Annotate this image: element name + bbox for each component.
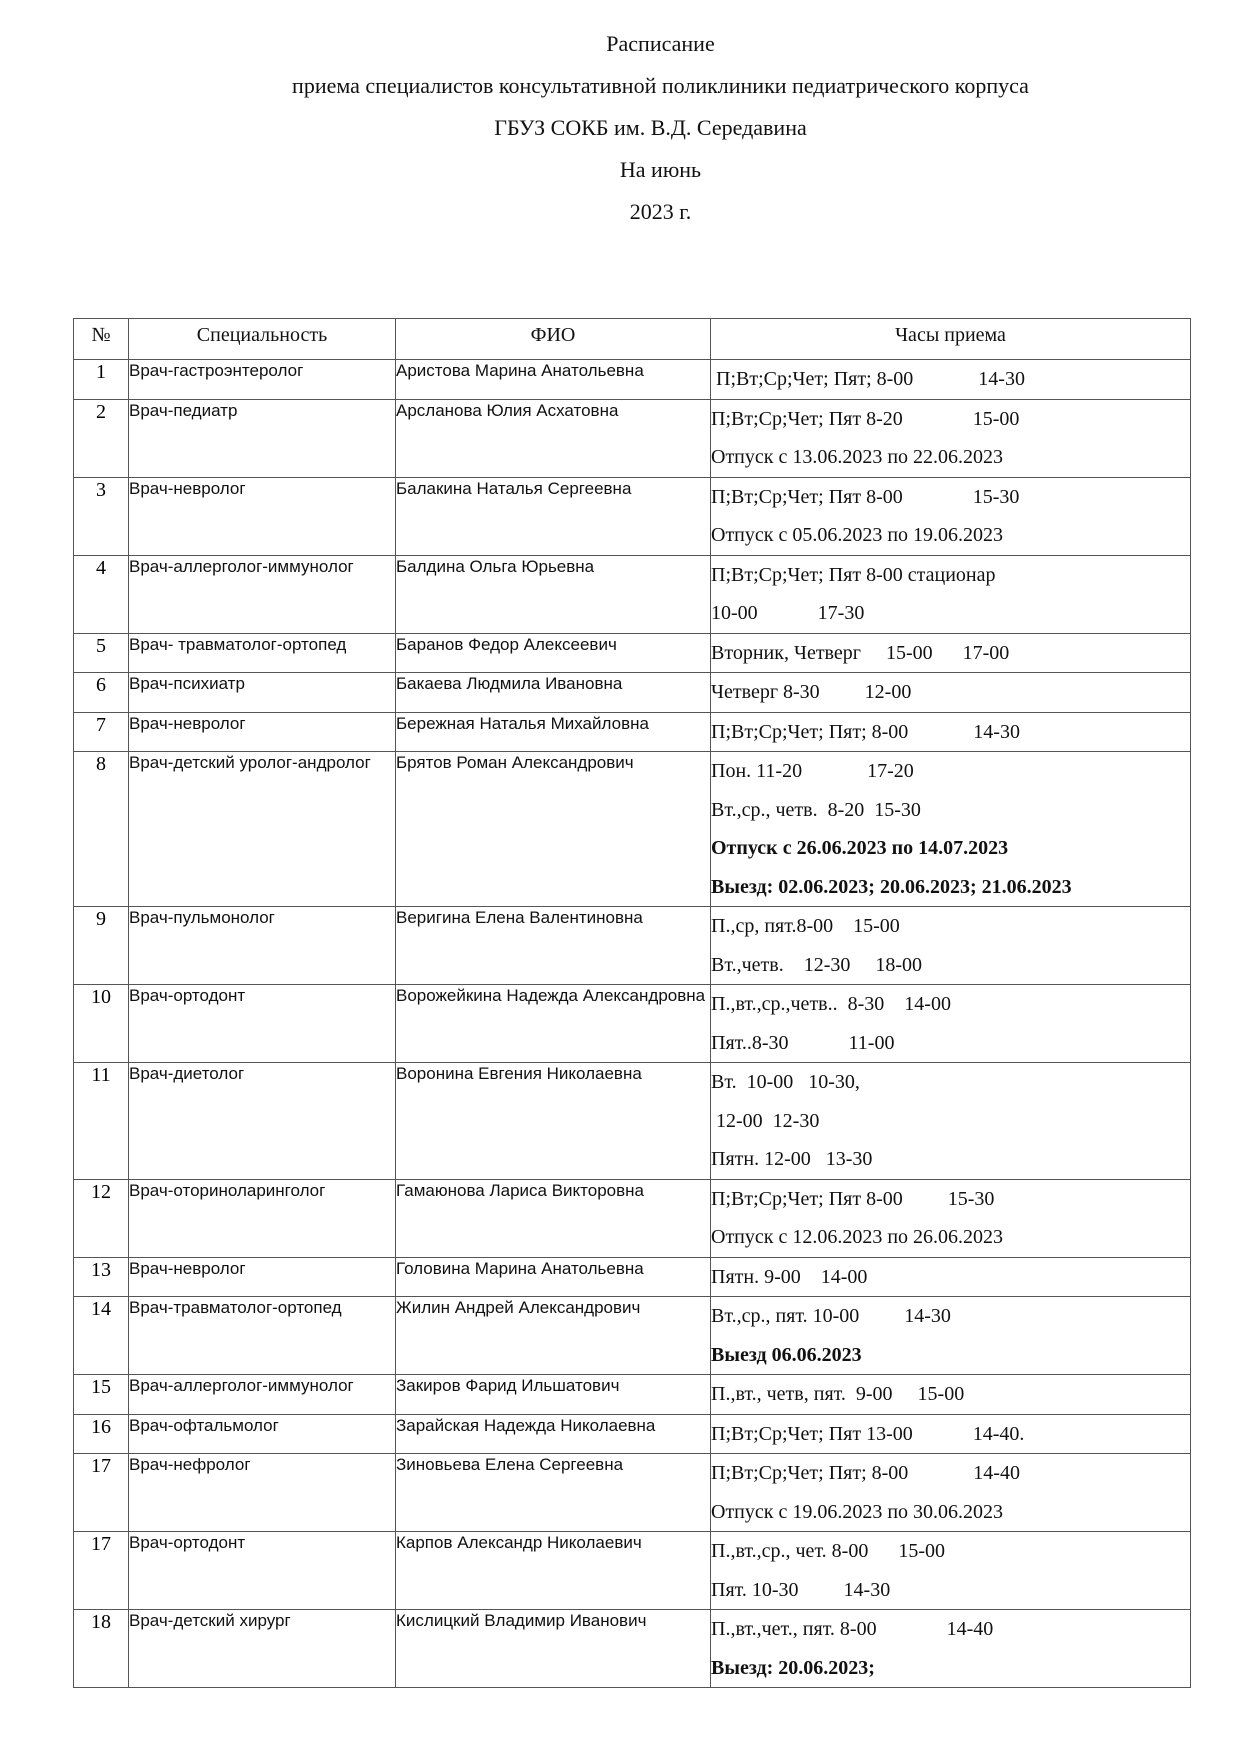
table-row [74,1610,1191,1688]
hours-line: П;Вт;Ср;Чет; Пят 8-00 15-30 [711,485,1020,508]
row-specialty: Врач-невролог [129,712,396,752]
row-number: 15 [74,1375,129,1415]
row-number: 5 [74,633,129,673]
table-row [74,633,1191,673]
row-number: 17 [74,1454,129,1532]
hours-line: П.,вт., четв, пят. 9-00 15-00 [711,1383,965,1405]
row-specialty: Врач-детский хирург [129,1610,396,1688]
table-row [74,555,1191,633]
hours-line: Вт.,ср., четв. 8-20 15-30 [711,798,921,821]
document-title: Расписание [606,31,715,56]
row-specialty: Врач-пульмонолог [129,907,396,985]
row-number: 16 [74,1414,129,1454]
row-number: 10 [74,985,129,1063]
row-number: 6 [74,673,129,713]
row-specialty: Врач-невролог [129,477,396,555]
row-number: 8 [74,752,129,907]
row-specialty: Врач-оториноларинголог [129,1179,396,1257]
row-hours [711,1414,1191,1454]
row-number: 17 [74,1532,129,1610]
hours-note-bold: Выезд 06.06.2023 [711,1343,862,1366]
row-specialty: Врач- травматолог-ортопед [129,633,396,673]
hours-line: П;Вт;Ср;Чет; Пят 8-00 стационар [711,563,996,586]
row-hours [711,1063,1191,1180]
hours-line: Пятн. 9-00 14-00 [711,1265,868,1288]
schedule-table [73,318,1191,1688]
table-row [74,1532,1191,1610]
hours-line: Отпуск с 13.06.2023 по 22.06.2023 [711,446,1004,468]
table-row [74,1257,1191,1297]
header-line-4: На июнь [619,157,702,182]
table-row [74,399,1191,477]
table-row [74,477,1191,555]
row-number: 14 [74,1297,129,1375]
row-number: 9 [74,907,129,985]
row-doctor-name: Зиновьева Елена Сергеевна [396,1454,711,1532]
hours-line: Отпуск с 05.06.2023 по 19.06.2023 [711,524,1004,546]
row-doctor-name: Баранов Федор Алексеевич [396,633,711,673]
row-doctor-name: Бережная Наталья Михайловна [396,712,711,752]
hours-note-bold: Выезд: 02.06.2023; 20.06.2023; 21.06.2023 [711,875,1072,898]
row-doctor-name: Головина Марина Анатольевна [396,1257,711,1297]
hours-line: Пятн. 12-00 13-30 [711,1148,873,1170]
hours-line: Отпуск с 19.06.2023 по 30.06.2023 [711,1500,1004,1523]
table-row [74,1375,1191,1415]
row-hours [711,399,1191,477]
row-doctor-name: Балдина Ольга Юрьевна [396,555,711,633]
table-row [74,985,1191,1063]
hours-line: Вт.,четв. 12-30 18-00 [711,953,923,976]
column-header-hours: Часы приема [711,319,1191,360]
row-specialty: Врач-нефролог [129,1454,396,1532]
row-doctor-name: Веригина Елена Валентиновна [396,907,711,985]
row-specialty: Врач-ортодонт [129,985,396,1063]
table-row [74,752,1191,907]
row-doctor-name: Закиров Фарид Ильшатович [396,1375,711,1415]
column-header-name: ФИО [396,319,711,360]
hours-line: Пон. 11-20 17-20 [711,760,914,782]
row-hours [711,752,1191,907]
row-hours [711,1610,1191,1688]
hours-line: П;Вт;Ср;Чет; Пят 8-00 15-30 [711,1187,995,1210]
hours-line: П;Вт;Ср;Чет; Пят; 8-00 14-30 [711,368,1025,390]
table-row [74,1414,1191,1454]
table-row [74,1297,1191,1375]
header-line-2: приема специалистов консультативной поликлиники педиатрического корпуса [292,73,1029,98]
hours-note-bold: Отпуск с 26.06.2023 по 14.07.2023 [711,837,1009,859]
row-hours [711,1532,1191,1610]
row-hours [711,907,1191,985]
row-hours [711,985,1191,1063]
column-header-specialty: Специальность [129,319,396,360]
row-specialty: Врач-аллерголог-иммунолог [129,1375,396,1415]
row-specialty: Врач-гастроэнтеролог [129,360,396,400]
hours-line: П;Вт;Ср;Чет; Пят; 8-00 14-40 [711,1462,1020,1484]
column-header-number: № [74,319,129,360]
row-doctor-name: Кислицкий Владимир Иванович [396,1610,711,1688]
table-row [74,360,1191,400]
hours-line: Четверг 8-30 12-00 [711,681,912,703]
table-body [74,360,1191,1688]
hours-line: Пят. 10-30 14-30 [711,1578,891,1601]
row-doctor-name: Жилин Андрей Александрович [396,1297,711,1375]
table-row [74,1179,1191,1257]
hours-line: П;Вт;Ср;Чет; Пят 13-00 14-40. [711,1422,1025,1445]
table-row [74,1063,1191,1180]
document-header [0,30,1241,240]
header-line-3: ГБУЗ СОКБ им. В.Д. Середавина [494,115,807,140]
row-hours [711,360,1191,400]
table-row [74,907,1191,985]
row-hours [711,477,1191,555]
table-header-row [74,319,1191,360]
table-row [74,712,1191,752]
hours-line: Отпуск с 12.06.2023 по 26.06.2023 [711,1226,1004,1248]
row-doctor-name: Ворожейкина Надежда Александровна [396,985,711,1063]
header-line-5: 2023 г. [629,199,692,224]
row-number: 12 [74,1179,129,1257]
row-doctor-name: Брятов Роман Александрович [396,752,711,907]
row-doctor-name: Бакаева Людмила Ивановна [396,673,711,713]
row-hours [711,712,1191,752]
hours-line: П;Вт;Ср;Чет; Пят; 8-00 14-30 [711,720,1020,743]
hours-line: П.,вт.,чет., пят. 8-00 14-40 [711,1618,994,1640]
hours-line: П.,вт.,ср.,четв.. 8-30 14-00 [711,993,951,1015]
row-doctor-name: Аристова Марина Анатольевна [396,360,711,400]
row-specialty: Врач-невролог [129,1257,396,1297]
row-number: 13 [74,1257,129,1297]
row-specialty: Врач-детский уролог-андролог [129,752,396,907]
row-number: 18 [74,1610,129,1688]
row-specialty: Врач-педиатр [129,399,396,477]
row-hours [711,555,1191,633]
hours-line: П;Вт;Ср;Чет; Пят 8-20 15-00 [711,407,1020,430]
row-specialty: Врач-травматолог-ортопед [129,1297,396,1375]
hours-line: Пят..8-30 11-00 [711,1031,895,1054]
table-row [74,673,1191,713]
row-specialty: Врач-диетолог [129,1063,396,1180]
row-specialty: Врач-офтальмолог [129,1414,396,1454]
row-number: 3 [74,477,129,555]
row-hours [711,1257,1191,1297]
row-number: 1 [74,360,129,400]
hours-note-bold: Выезд: 20.06.2023; [711,1656,875,1679]
row-hours [711,1179,1191,1257]
row-number: 2 [74,399,129,477]
row-hours [711,1375,1191,1415]
row-specialty: Врач-ортодонт [129,1532,396,1610]
row-number: 7 [74,712,129,752]
hours-line: 12-00 12-30 [711,1109,820,1132]
row-hours [711,633,1191,673]
row-specialty: Врач-психиатр [129,673,396,713]
hours-line: Вт. 10-00 10-30, [711,1071,860,1093]
row-specialty: Врач-аллерголог-иммунолог [129,555,396,633]
row-doctor-name: Гамаюнова Лариса Викторовна [396,1179,711,1257]
row-number: 4 [74,555,129,633]
row-hours [711,673,1191,713]
hours-line: Вт.,ср., пят. 10-00 14-30 [711,1305,951,1327]
row-doctor-name: Арсланова Юлия Асхатовна [396,399,711,477]
hours-line: 10-00 17-30 [711,602,865,624]
row-doctor-name: Воронина Евгения Николаевна [396,1063,711,1180]
row-doctor-name: Карпов Александр Николаевич [396,1532,711,1610]
row-number: 11 [74,1063,129,1180]
row-hours [711,1454,1191,1532]
row-doctor-name: Балакина Наталья Сергеевна [396,477,711,555]
hours-line: П.,ср, пят.8-00 15-00 [711,915,900,937]
table-row [74,1454,1191,1532]
row-hours [711,1297,1191,1375]
hours-line: Вторник, Четверг 15-00 17-00 [711,641,1010,664]
row-doctor-name: Зарайская Надежда Николаевна [396,1414,711,1454]
hours-line: П.,вт.,ср., чет. 8-00 15-00 [711,1540,945,1562]
